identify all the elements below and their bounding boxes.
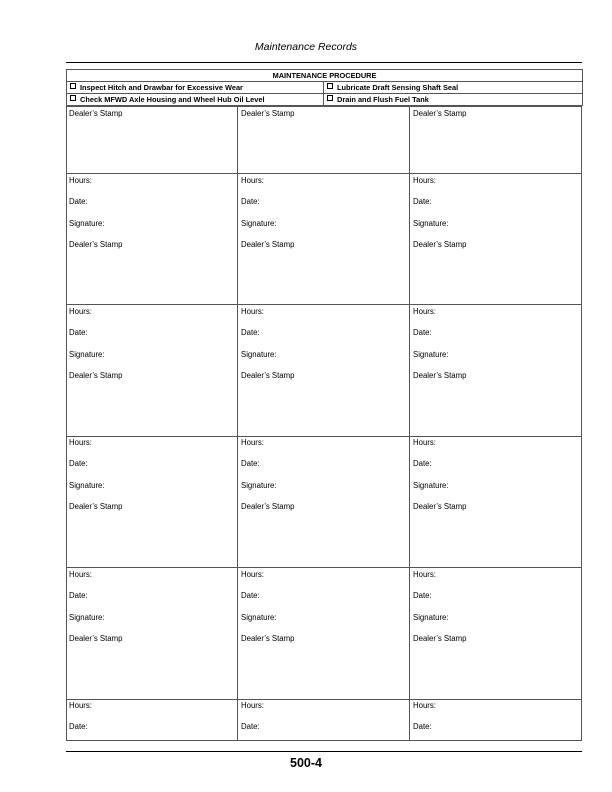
date-label: Date: — [69, 459, 88, 468]
hours-label: Hours: — [413, 701, 436, 710]
hours-label: Hours: — [69, 307, 92, 316]
date-label: Date: — [69, 197, 88, 206]
row-divider — [67, 436, 581, 437]
dealers-stamp-label: Dealer’s Stamp — [413, 502, 467, 511]
date-label: Date: — [413, 197, 432, 206]
dealers-stamp-label: Dealer’s Stamp — [69, 502, 123, 511]
hours-label: Hours: — [241, 438, 264, 447]
footer-divider — [66, 751, 582, 752]
date-label: Date: — [69, 722, 88, 731]
checkbox-icon — [327, 83, 333, 89]
row-divider — [67, 304, 581, 305]
header-divider — [66, 62, 582, 63]
procedure-heading: MAINTENANCE PROCEDURE — [67, 70, 583, 82]
hours-label: Hours: — [413, 438, 436, 447]
procedure-item: Check MFWD Axle Housing and Wheel Hub Oil Level — [67, 94, 324, 106]
date-label: Date: — [241, 459, 260, 468]
signature-label: Signature: — [69, 613, 105, 622]
dealers-stamp-label: Dealer’s Stamp — [241, 502, 295, 511]
signature-label: Signature: — [413, 481, 449, 490]
signature-label: Signature: — [69, 219, 105, 228]
date-label: Date: — [69, 328, 88, 337]
procedure-item: Lubricate Draft Sensing Shaft Seal — [324, 82, 583, 94]
dealers-stamp-label: Dealer’s Stamp — [413, 240, 467, 249]
signature-label: Signature: — [69, 350, 105, 359]
date-label: Date: — [413, 591, 432, 600]
dealers-stamp-label: Dealer’s Stamp — [241, 371, 295, 380]
record-grid — [66, 106, 582, 741]
date-label: Date: — [241, 197, 260, 206]
checkbox-icon — [70, 83, 76, 89]
checkbox-icon — [70, 95, 76, 101]
hours-label: Hours: — [241, 701, 264, 710]
dealers-stamp-label: Dealer’s Stamp — [413, 109, 467, 118]
signature-label: Signature: — [241, 350, 277, 359]
date-label: Date: — [241, 722, 260, 731]
hours-label: Hours: — [241, 176, 264, 185]
hours-label: Hours: — [413, 307, 436, 316]
dealers-stamp-label: Dealer’s Stamp — [413, 371, 467, 380]
hours-label: Hours: — [413, 570, 436, 579]
dealers-stamp-label: Dealer’s Stamp — [241, 634, 295, 643]
signature-label: Signature: — [413, 350, 449, 359]
maintenance-procedure-table — [66, 69, 583, 106]
procedure-item: Inspect Hitch and Drawbar for Excessive Wear — [67, 82, 324, 94]
hours-label: Hours: — [241, 307, 264, 316]
hours-label: Hours: — [413, 176, 436, 185]
procedure-item: Drain and Flush Fuel Tank — [324, 94, 583, 106]
page-number: 500-4 — [290, 756, 322, 770]
date-label: Date: — [69, 591, 88, 600]
column-divider — [237, 107, 238, 740]
signature-label: Signature: — [241, 613, 277, 622]
row-divider — [67, 699, 581, 700]
date-label: Date: — [241, 591, 260, 600]
hours-label: Hours: — [69, 701, 92, 710]
page-title: Maintenance Records — [254, 41, 358, 53]
hours-label: Hours: — [69, 570, 92, 579]
signature-label: Signature: — [241, 219, 277, 228]
row-divider — [67, 173, 581, 174]
dealers-stamp-label: Dealer’s Stamp — [69, 371, 123, 380]
dealers-stamp-label: Dealer’s Stamp — [241, 109, 295, 118]
date-label: Date: — [413, 722, 432, 731]
date-label: Date: — [241, 328, 260, 337]
hours-label: Hours: — [69, 176, 92, 185]
hours-label: Hours: — [69, 438, 92, 447]
dealers-stamp-label: Dealer’s Stamp — [69, 240, 123, 249]
signature-label: Signature: — [413, 613, 449, 622]
signature-label: Signature: — [413, 219, 449, 228]
dealers-stamp-label: Dealer’s Stamp — [69, 634, 123, 643]
dealers-stamp-label: Dealer’s Stamp — [241, 240, 295, 249]
signature-label: Signature: — [241, 481, 277, 490]
hours-label: Hours: — [241, 570, 264, 579]
dealers-stamp-label: Dealer’s Stamp — [69, 109, 123, 118]
date-label: Date: — [413, 328, 432, 337]
signature-label: Signature: — [69, 481, 105, 490]
date-label: Date: — [413, 459, 432, 468]
checkbox-icon — [327, 95, 333, 101]
dealers-stamp-label: Dealer’s Stamp — [413, 634, 467, 643]
row-divider — [67, 567, 581, 568]
column-divider — [409, 107, 410, 740]
